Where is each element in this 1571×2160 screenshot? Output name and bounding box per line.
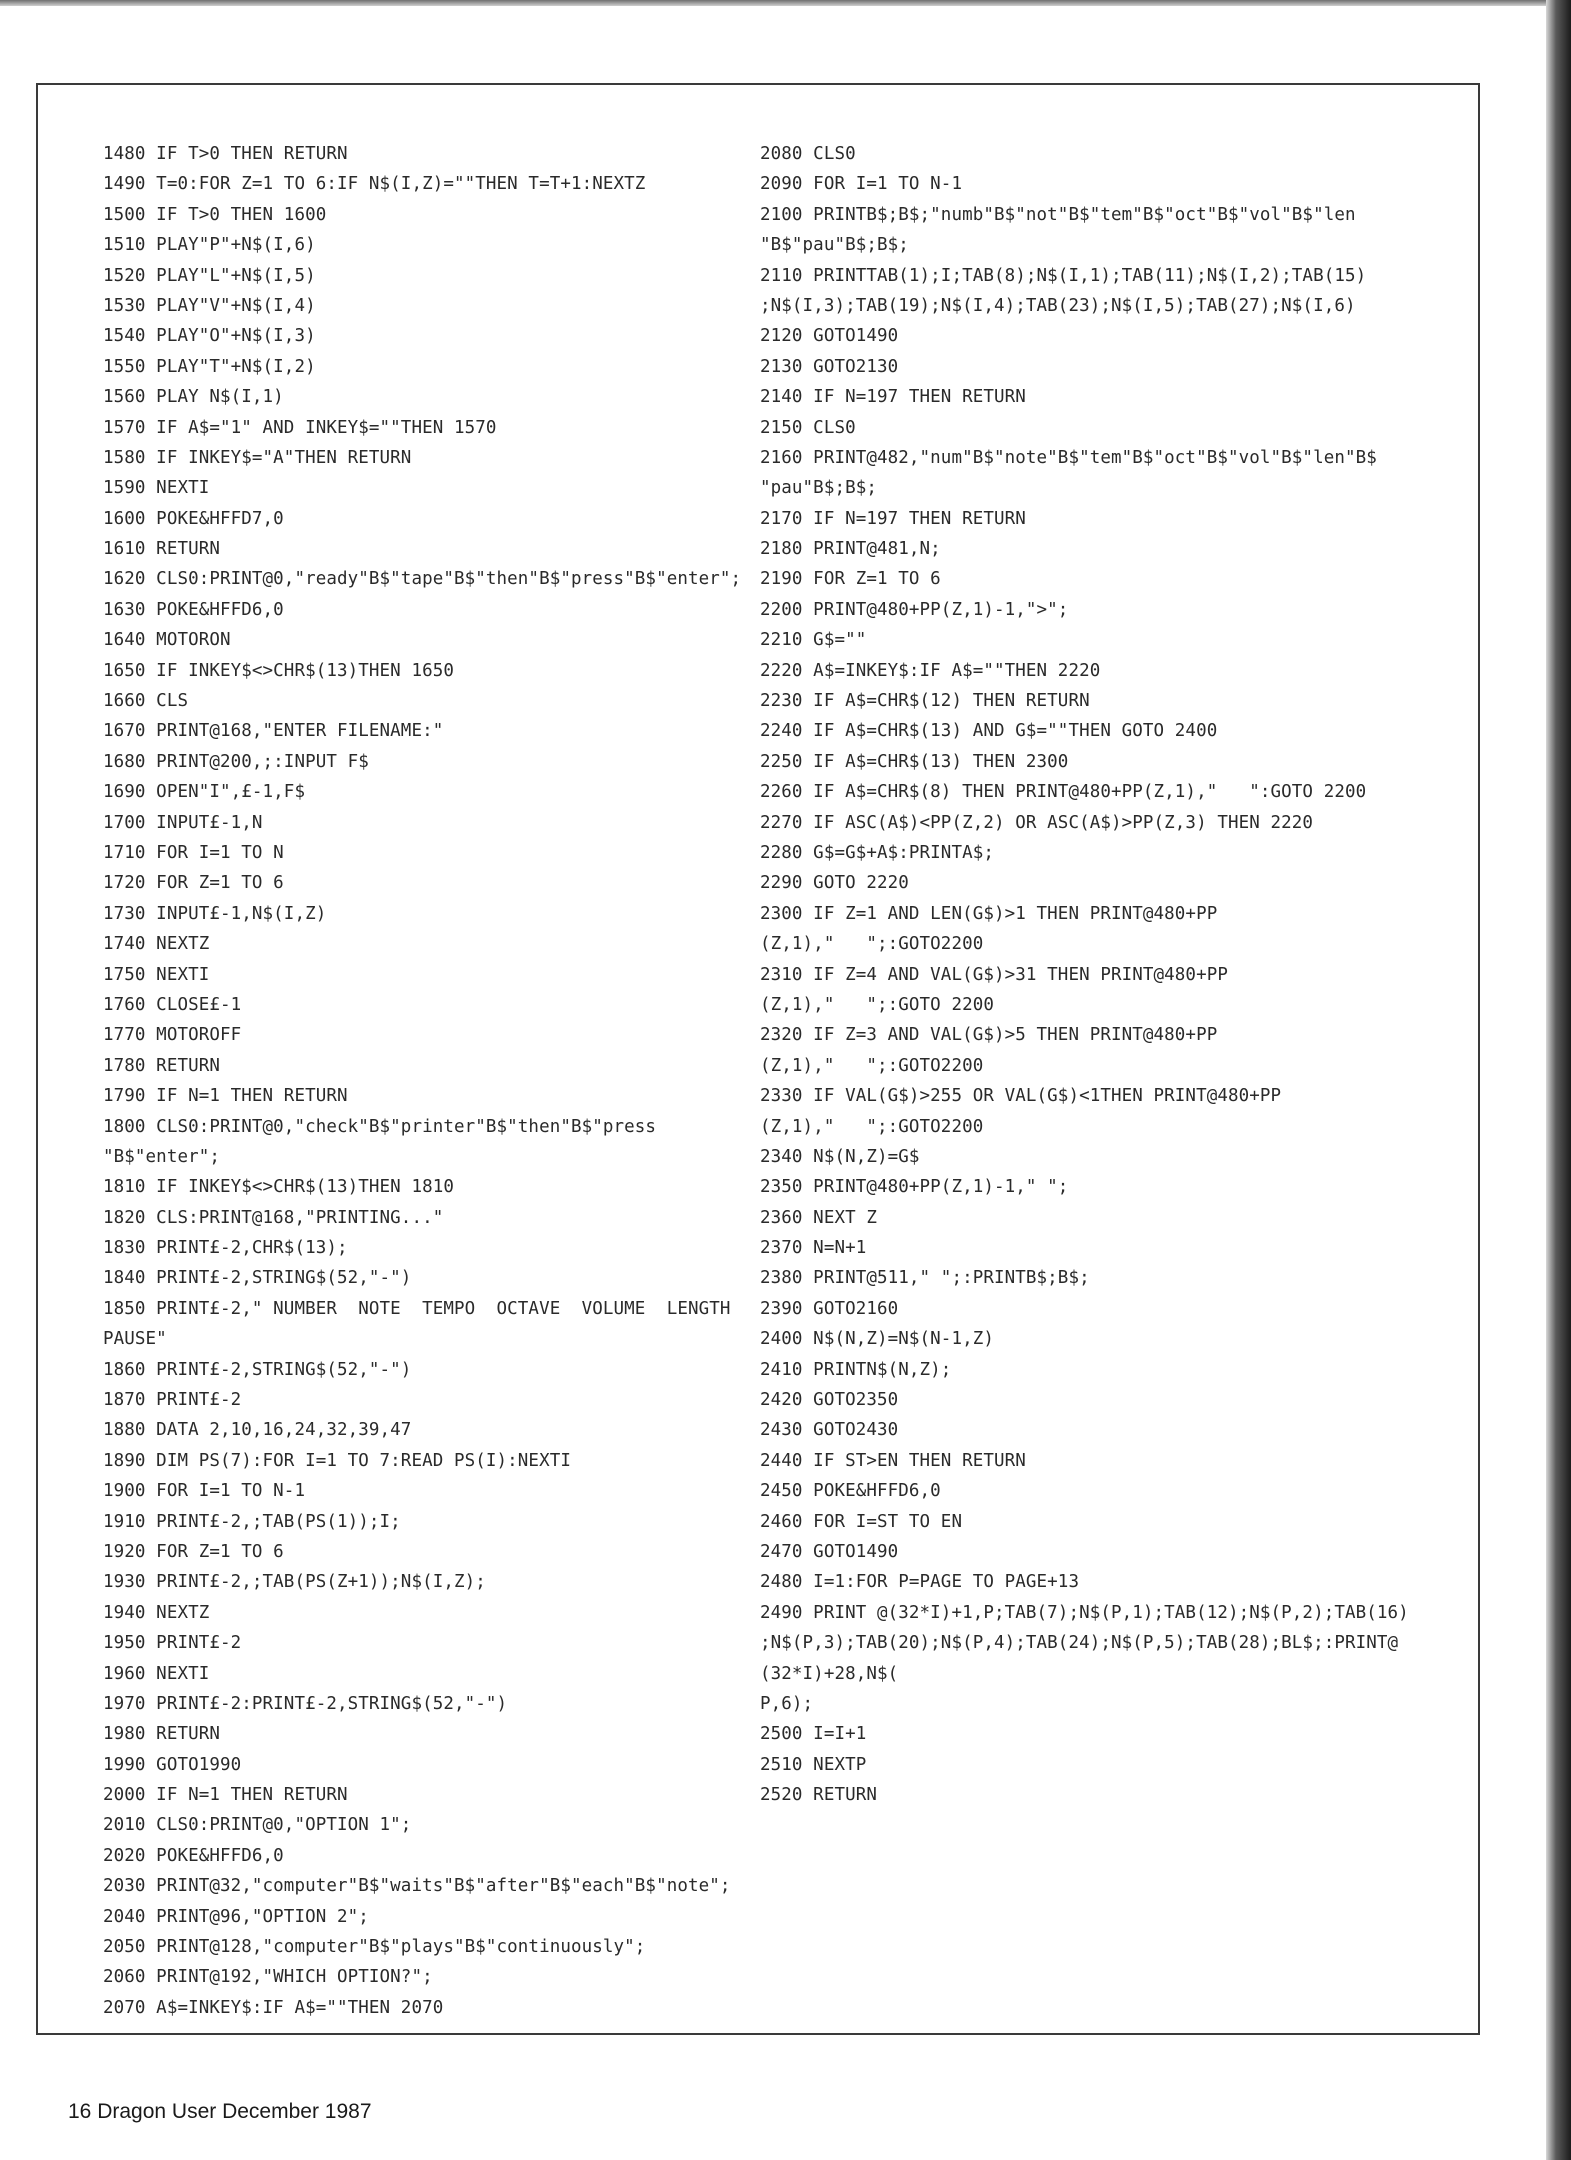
code-line: 2050 PRINT@128,"computer"B$"plays"B$"continuously"; (103, 1937, 646, 1958)
code-line: 1900 FOR I=1 TO N-1 (103, 1481, 306, 1502)
code-line: 1800 CLS0:PRINT@0,"check"B$"printer"B$"then"B$"press (103, 1116, 657, 1137)
code-line: 1580 IF INKEY$="A"THEN RETURN (103, 447, 412, 468)
code-line: 1960 NEXTI (103, 1663, 210, 1684)
code-line: 2480 I=1:FOR P=PAGE TO PAGE+13 (760, 1572, 1080, 1593)
code-line: (32*I)+28,N$( (760, 1663, 899, 1684)
code-line: 2340 N$(N,Z)=G$ (760, 1146, 920, 1167)
code-line: 1590 NEXTI (103, 478, 210, 499)
code-line: 1630 POKE&HFFD6,0 (103, 599, 284, 620)
code-line: 2470 GOTO1490 (760, 1541, 899, 1562)
code-line: 2290 GOTO 2220 (760, 873, 909, 894)
code-line: 1530 PLAY"V"+N$(I,4) (103, 295, 316, 316)
code-line: 2510 NEXTP (760, 1754, 867, 1775)
code-line: 1850 PRINT£-2," NUMBER NOTE TEMPO OCTAVE VOLUME LENGTH (103, 1298, 731, 1319)
code-line: 1520 PLAY"L"+N$(I,5) (103, 265, 316, 286)
code-line: 1540 PLAY"O"+N$(I,3) (103, 326, 316, 347)
code-line: 2110 PRINTTAB(1);I;TAB(8);N$(I,1);TAB(11);N$(I,2);TAB(15) (760, 265, 1367, 286)
code-line: 1480 IF T>0 THEN RETURN (103, 144, 348, 164)
code-line: 2430 GOTO2430 (760, 1420, 899, 1441)
code-line: 1990 GOTO1990 (103, 1754, 242, 1775)
code-line: 2140 IF N=197 THEN RETURN (760, 387, 1026, 408)
code-line: 2020 POKE&HFFD6,0 (103, 1845, 284, 1866)
code-line: 1620 CLS0:PRINT@0,"ready"B$"tape"B$"then"B$"press"B$"enter"; (103, 569, 742, 590)
code-line: 2190 FOR Z=1 TO 6 (760, 569, 941, 590)
code-line: 1570 IF A$="1" AND INKEY$=""THEN 1570 (103, 417, 497, 438)
code-line: 1830 PRINT£-2,CHR$(13); (103, 1238, 348, 1259)
code-line: 2030 PRINT@32,"computer"B$"waits"B$"after"B$"each"B$"note"; (103, 1876, 731, 1897)
code-line: 2010 CLS0:PRINT@0,"OPTION 1"; (103, 1815, 412, 1836)
code-line: 2170 IF N=197 THEN RETURN (760, 508, 1026, 529)
code-line: (Z,1)," ";:GOTO 2200 (760, 994, 994, 1015)
code-line: 1820 CLS:PRINT@168,"PRINTING..." (103, 1207, 444, 1228)
code-line: 1650 IF INKEY$<>CHR$(13)THEN 1650 (103, 660, 454, 681)
code-line: 2210 G$="" (760, 630, 867, 651)
code-line: 1940 NEXTZ (103, 1602, 210, 1623)
code-line: P,6); (760, 1693, 814, 1714)
code-line: 1740 NEXTZ (103, 934, 210, 955)
code-line: 2270 IF ASC(A$)<PP(Z,2) OR ASC(A$)>PP(Z,3) THEN 2220 (760, 812, 1314, 833)
code-line: 1920 FOR Z=1 TO 6 (103, 1541, 284, 1562)
code-line: 1870 PRINT£-2 (103, 1390, 242, 1411)
code-line: 2230 IF A$=CHR$(12) THEN RETURN (760, 691, 1090, 712)
code-line: 1600 POKE&HFFD7,0 (103, 508, 284, 529)
code-line: 1930 PRINT£-2,;TAB(PS(Z+1));N$(I,Z); (103, 1572, 486, 1593)
code-line: 1840 PRINT£-2,STRING$(52,"-") (103, 1268, 412, 1289)
code-line: 1810 IF INKEY$<>CHR$(13)THEN 1810 (103, 1177, 454, 1198)
code-line: 2120 GOTO1490 (760, 326, 899, 347)
code-line: 2040 PRINT@96,"OPTION 2"; (103, 1906, 369, 1927)
code-line: 2450 POKE&HFFD6,0 (760, 1481, 941, 1502)
code-line: 2160 PRINT@482,"num"B$"note"B$"tem"B$"oct"B$"vol"B$"len"B$ (760, 447, 1377, 468)
code-line: 1910 PRINT£-2,;TAB(PS(1));I; (103, 1511, 401, 1532)
code-line: 2180 PRINT@481,N; (760, 539, 941, 560)
code-line: 2390 GOTO2160 (760, 1298, 899, 1319)
page-footer: 16 Dragon User December 1987 (68, 2100, 372, 2123)
code-line: 2370 N=N+1 (760, 1238, 867, 1259)
code-line: ;N$(P,3);TAB(20);N$(P,4);TAB(24);N$(P,5);TAB(28);BL$;:PRINT@ (760, 1633, 1399, 1654)
code-line: 1980 RETURN (103, 1724, 220, 1745)
code-line: (Z,1)," ";:GOTO2200 (760, 1116, 984, 1137)
code-line: 1860 PRINT£-2,STRING$(52,"-") (103, 1359, 412, 1380)
code-line: 1750 NEXTI (103, 964, 210, 985)
code-line: ;N$(I,3);TAB(19);N$(I,4);TAB(23);N$(I,5);TAB(27);N$(I,6) (760, 295, 1356, 316)
code-line: 2460 FOR I=ST TO EN (760, 1511, 963, 1532)
code-line: 2440 IF ST>EN THEN RETURN (760, 1450, 1026, 1471)
code-line: 2300 IF Z=1 AND LEN(G$)>1 THEN PRINT@480+PP (760, 903, 1218, 924)
code-line: 1660 CLS (103, 691, 189, 712)
code-line: 1890 DIM PS(7):FOR I=1 TO 7:READ PS(I):NEXTI (103, 1450, 571, 1471)
code-line: PAUSE" (103, 1329, 167, 1350)
code-line: 1700 INPUT£-1,N (103, 812, 263, 833)
code-line: (Z,1)," ";:GOTO2200 (760, 934, 984, 955)
code-line: 1640 MOTORON (103, 630, 231, 651)
page-right-edge-shadow (1546, 0, 1571, 2160)
code-line: 2090 FOR I=1 TO N-1 (760, 174, 963, 195)
code-line: 1550 PLAY"T"+N$(I,2) (103, 356, 316, 377)
listing-right-column (760, 139, 1460, 1810)
code-line: 2380 PRINT@511," ";:PRINTB$;B$; (760, 1268, 1090, 1289)
code-line: 2240 IF A$=CHR$(13) AND G$=""THEN GOTO 2400 (760, 721, 1218, 742)
code-line: 2060 PRINT@192,"WHICH OPTION?"; (103, 1967, 433, 1988)
code-line: 1560 PLAY N$(I,1) (103, 387, 284, 408)
code-line: 2410 PRINTN$(N,Z); (760, 1359, 952, 1380)
code-line: 1790 IF N=1 THEN RETURN (103, 1086, 348, 1107)
code-line: 1770 MOTOROFF (103, 1025, 242, 1046)
code-line: 1670 PRINT@168,"ENTER FILENAME:" (103, 721, 444, 742)
code-line: 2000 IF N=1 THEN RETURN (103, 1785, 348, 1806)
code-line: 2350 PRINT@480+PP(Z,1)-1," "; (760, 1177, 1069, 1198)
code-line: 2360 NEXT Z (760, 1207, 877, 1228)
code-line: 2080 CLS0 (760, 144, 856, 164)
listing-left-column (103, 139, 763, 2023)
code-line: 1730 INPUT£-1,N$(I,Z) (103, 903, 327, 924)
code-line: 1880 DATA 2,10,16,24,32,39,47 (103, 1420, 412, 1441)
code-line: 2520 RETURN (760, 1785, 877, 1806)
code-line: 2500 I=I+1 (760, 1724, 867, 1745)
code-line: 1690 OPEN"I",£-1,F$ (103, 782, 306, 803)
code-line: 2280 G$=G$+A$:PRINTA$; (760, 842, 994, 863)
code-line: 2100 PRINTB$;B$;"numb"B$"not"B$"tem"B$"oct"B$"vol"B$"len (760, 204, 1356, 225)
code-line: 1490 T=0:FOR Z=1 TO 6:IF N$(I,Z)=""THEN T=T+1:NEXTZ (103, 174, 646, 195)
code-line: 1610 RETURN (103, 539, 220, 560)
code-line: 2250 IF A$=CHR$(13) THEN 2300 (760, 751, 1069, 772)
code-line: 1680 PRINT@200,;:INPUT F$ (103, 751, 369, 772)
code-line: 1710 FOR I=1 TO N (103, 842, 284, 863)
code-line: 1970 PRINT£-2:PRINT£-2,STRING$(52,"-") (103, 1693, 508, 1714)
code-line: 2320 IF Z=3 AND VAL(G$)>5 THEN PRINT@480+PP (760, 1025, 1218, 1046)
code-line: 2400 N$(N,Z)=N$(N-1,Z) (760, 1329, 994, 1350)
code-line: 2490 PRINT @(32*I)+1,P;TAB(7);N$(P,1);TAB(12);N$(P,2);TAB(16) (760, 1602, 1409, 1623)
code-line: "pau"B$;B$; (760, 478, 877, 499)
code-line: 2260 IF A$=CHR$(8) THEN PRINT@480+PP(Z,1)," ":GOTO 2200 (760, 782, 1367, 803)
code-line: 2200 PRINT@480+PP(Z,1)-1,">"; (760, 599, 1069, 620)
code-line: "B$"pau"B$;B$; (760, 235, 909, 256)
code-line: "B$"enter"; (103, 1146, 220, 1167)
code-line: 1760 CLOSE£-1 (103, 994, 242, 1015)
code-line: 2420 GOTO2350 (760, 1390, 899, 1411)
code-line: 1500 IF T>0 THEN 1600 (103, 204, 327, 225)
code-line: 1780 RETURN (103, 1055, 220, 1076)
page-top-shadow (0, 0, 1571, 6)
code-line: 2070 A$=INKEY$:IF A$=""THEN 2070 (103, 1997, 444, 2018)
code-line: 2150 CLS0 (760, 417, 856, 438)
code-line: 1720 FOR Z=1 TO 6 (103, 873, 284, 894)
code-line: 2310 IF Z=4 AND VAL(G$)>31 THEN PRINT@480+PP (760, 964, 1228, 985)
code-line: 2330 IF VAL(G$)>255 OR VAL(G$)<1THEN PRINT@480+PP (760, 1086, 1282, 1107)
code-line: 1510 PLAY"P"+N$(I,6) (103, 235, 316, 256)
code-line: 1950 PRINT£-2 (103, 1633, 242, 1654)
code-line: 2220 A$=INKEY$:IF A$=""THEN 2220 (760, 660, 1101, 681)
code-line: (Z,1)," ";:GOTO2200 (760, 1055, 984, 1076)
code-line: 2130 GOTO2130 (760, 356, 899, 377)
